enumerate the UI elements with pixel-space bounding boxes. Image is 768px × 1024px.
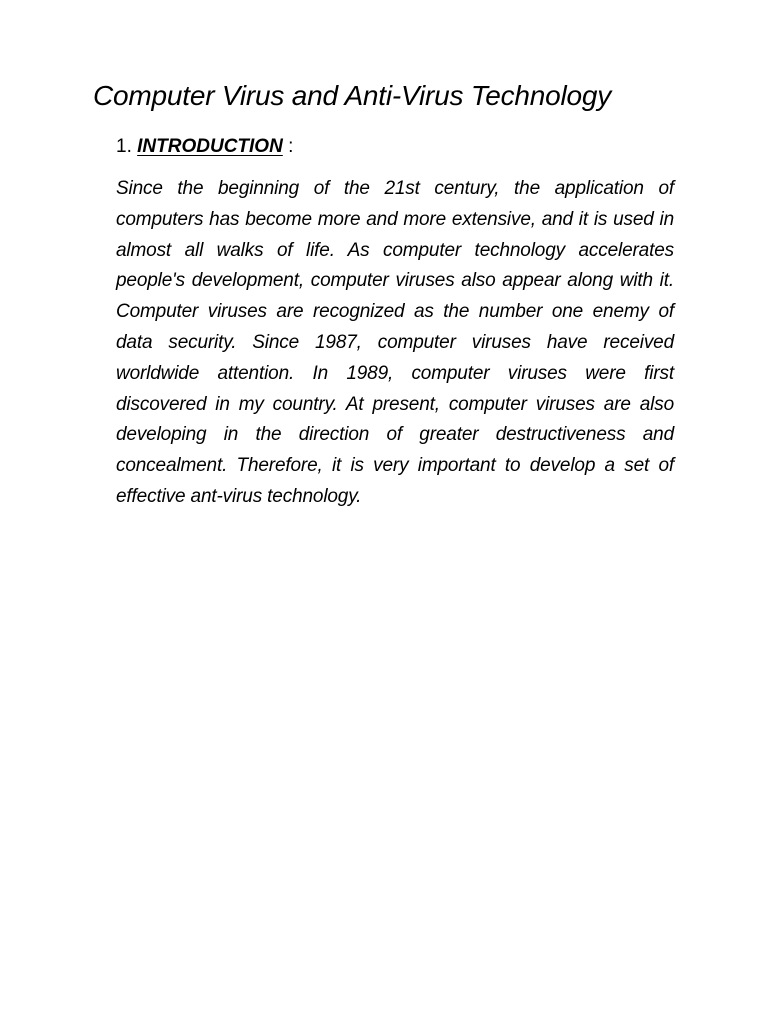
document-title: Computer Virus and Anti-Virus Technology — [93, 80, 612, 111]
section-title: INTRODUCTION — [137, 136, 283, 157]
section-heading — [116, 134, 293, 160]
section-colon: : — [288, 136, 294, 157]
introduction-paragraph: Since the beginning of the 21st century, the application of computers has become more and more extensive, and it is used in almost all walks of life. As computer technology accelerates people's development, computer viruses also appear along with it. Computer viruses are recognized as the number one enemy of data security. Since 1987, computer viruses have received worldwide attention. In 1989, computer viruses were first discovered in my country. At present, computer viruses are also developing in the direction of greater destructiveness and concealment. Therefore, it is very important to develop a set of effective ant-virus technology. — [116, 178, 674, 507]
section-number: 1. — [116, 136, 132, 157]
